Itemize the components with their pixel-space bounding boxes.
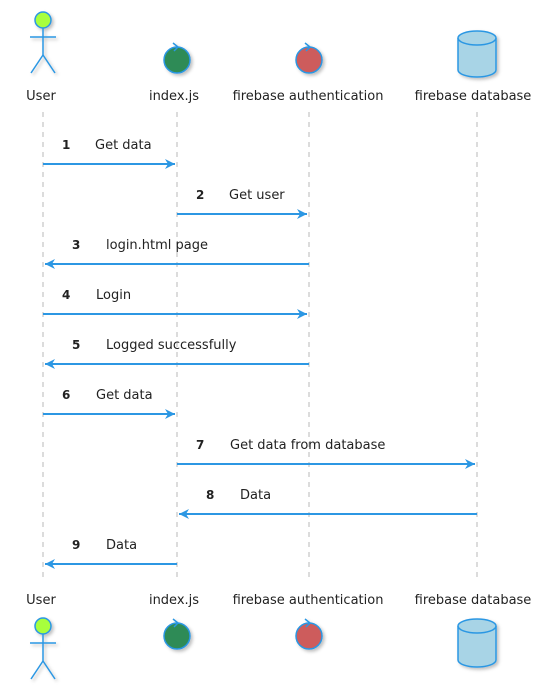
message-number: 2 (196, 188, 205, 202)
participant-user-top (30, 12, 56, 73)
database-icon (458, 619, 496, 667)
message-4 (43, 288, 307, 314)
control-icon (164, 619, 190, 649)
message-3 (45, 238, 309, 264)
control-icon (296, 619, 322, 649)
message-text: Get data (96, 388, 153, 403)
message-text: login.html page (106, 238, 209, 253)
message-8 (179, 488, 477, 514)
message-text: Get user (229, 188, 285, 203)
message-5 (45, 338, 309, 364)
message-text: Login (96, 288, 132, 303)
participant-label-user-bottom: User (26, 593, 56, 608)
actor-icon (30, 618, 56, 679)
message-text: Logged successfully (106, 338, 237, 353)
control-icon (164, 43, 190, 73)
message-text: Data (240, 488, 272, 503)
participant-label-db-top: firebase database (414, 89, 532, 104)
participant-label-db-bottom: firebase database (414, 593, 532, 608)
message-2 (177, 188, 307, 214)
message-number: 3 (72, 238, 81, 252)
message-text: Get data from database (230, 438, 386, 453)
participant-label-index-top: index.js (148, 89, 200, 104)
participant-label-auth-top: firebase authentication (232, 89, 384, 104)
participant-index-top (164, 43, 190, 73)
message-number: 8 (206, 488, 215, 502)
message-text: Data (106, 538, 138, 553)
message-6 (43, 388, 175, 414)
participant-auth-top (296, 43, 322, 73)
database-icon (458, 31, 496, 77)
message-7 (177, 438, 475, 464)
participant-auth-bottom (296, 619, 322, 649)
message-number: 4 (62, 288, 71, 302)
participant-db-top (458, 31, 496, 77)
participant-db-bottom (458, 619, 496, 667)
message-number: 1 (62, 138, 71, 152)
participant-label-index-bottom: index.js (148, 593, 200, 608)
participant-index-bottom (164, 619, 190, 649)
message-1 (43, 138, 175, 164)
participant-user-bottom (30, 618, 56, 679)
participant-label-auth-bottom: firebase authentication (232, 593, 384, 608)
message-text: Get data (95, 138, 152, 153)
message-number: 7 (196, 438, 205, 452)
message-number: 9 (72, 538, 81, 552)
participant-label-user-top: User (26, 89, 56, 104)
message-number: 5 (72, 338, 81, 352)
actor-icon (30, 12, 56, 73)
control-icon (296, 43, 322, 73)
message-9 (45, 538, 177, 564)
message-number: 6 (62, 388, 71, 402)
